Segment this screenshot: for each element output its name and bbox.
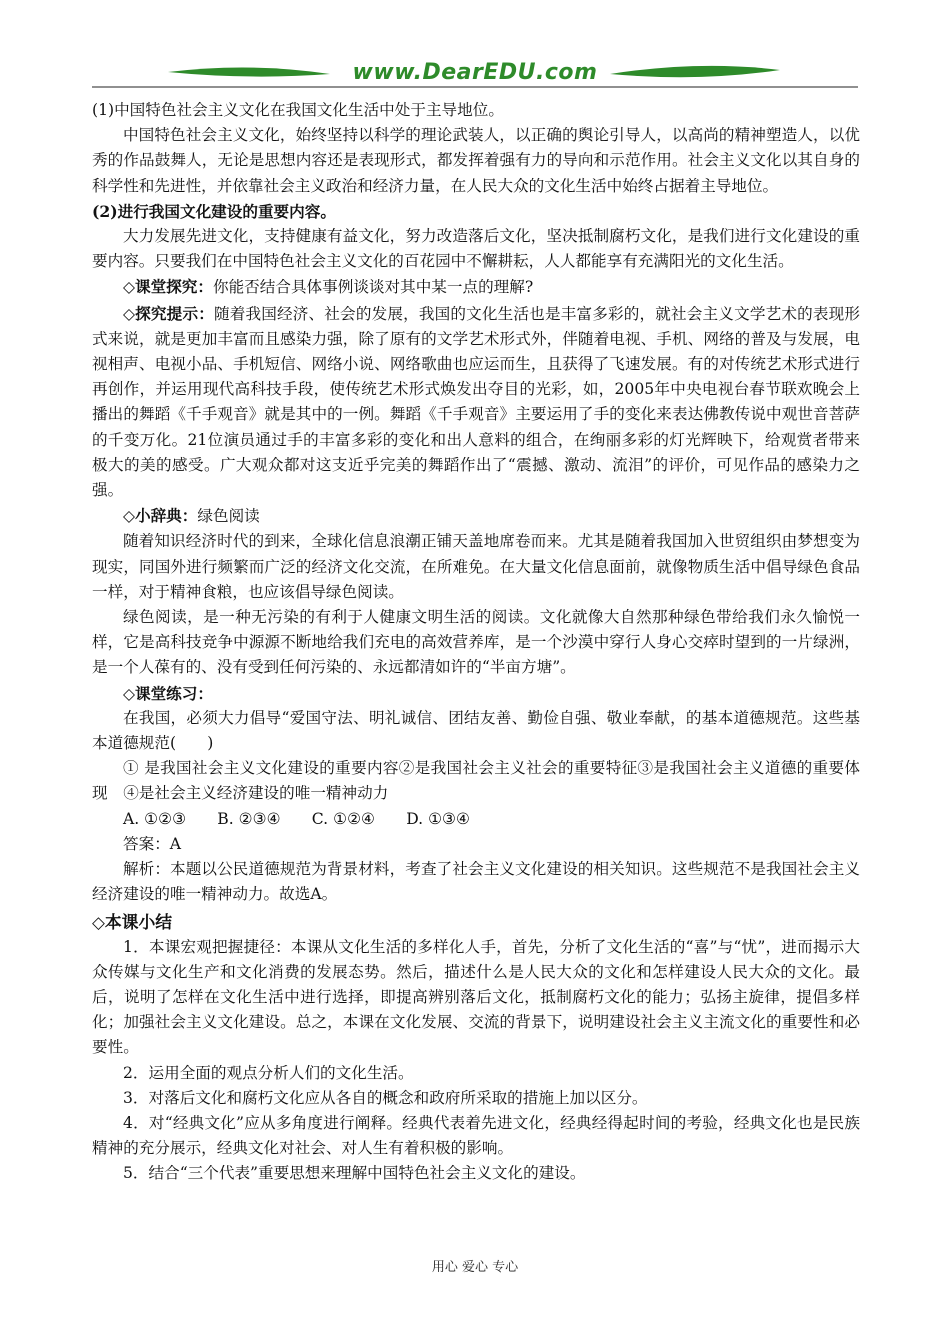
summary-item: 3．对落后文化和腐朽文化应从各自的概念和政府所采取的措施上加以区分。 <box>123 1088 648 1107</box>
section-2-heading: (2)进行我国文化建设的重要内容。 <box>92 201 336 221</box>
page-footer: 用心 爱心 专心 <box>431 1260 519 1275</box>
summary-item: 1．本课宏观把握捷径：本课从文化生活的多样化人手，首先，分析了文化生活的“喜”与“忧”，进而揭示大众传媒与文化生产和文化消费的发展态势。然后，描述什么是人民大众的文化和怎样建设人民大众的文化。最后，说明了怎样在文化生活中进行选择，即提高辨别落后文化，抵制腐朽文化的能力；弘扬主旋律，提倡多样化；加强社会主义文化建设。总之，本课在文化发展、交流的背景下，说明建设社会主义主流文化的重要性和必要性。 <box>92 937 860 1057</box>
answer: 答案：A <box>123 834 182 853</box>
page-header <box>0 0 950 100</box>
summary-heading: ◇本课小结 <box>92 911 173 932</box>
analysis: 解析：本题以公民道德规范为背景材料，考查了社会主义文化建设的相关知识。这些规范不是我国社会主义经济建设的唯一精神动力。故选A。 <box>92 860 860 904</box>
dictionary-term: 绿色阅读 <box>197 507 260 526</box>
classroom-explore <box>92 274 860 300</box>
explore-text: 你能否结合具体事例谈谈对其中某一点的理解? <box>212 278 534 297</box>
dictionary-heading <box>92 503 860 529</box>
question-options: A. ①②③ B. ②③④ C. ①②④ D. ①③④ <box>123 809 471 828</box>
document-body <box>92 98 860 1187</box>
paragraph: 随着知识经济时代的到来，全球化信息浪潮正铺天盖地席卷而来。尤其是随着我国加入世贸组织由梦想变为现实，同国外进行频繁而广泛的经济文化交流，在所难免。在大量文化信息面前，就像物质生活中倡导绿色食品一样，对于精神食粮，也应该倡导绿色阅读。 <box>92 532 860 601</box>
hint-label: ◇探究提示： <box>123 303 214 323</box>
question-items: ① 是我国社会主义文化建设的重要内容②是我国社会主义社会的重要特征③是我国社会主义道德的重要体现 ④是社会主义经济建设的唯一精神动力 <box>92 759 860 803</box>
paragraph: 绿色阅读，是一种无污染的有利于人健康文明生活的阅读。文化就像大自然那种绿色带给我们永久愉悦一样，它是高科技竞争中源源不断地给我们充电的高效营养库，是一个沙漠中穿行人身心交瘁时望到的一片绿洲，是一个人葆有的、没有受到任何污染的、永远都清如许的“半亩方塘”。 <box>92 608 860 677</box>
header-swoosh-graphic <box>0 0 950 100</box>
explore-hint <box>92 301 860 504</box>
summary-item: 5．结合“三个代表”重要思想来理解中国特色社会主义文化的建设。 <box>123 1164 586 1183</box>
summary-item: 2．运用全面的观点分析人们的文化生活。 <box>123 1063 414 1082</box>
site-logo[interactable]: www.DearEDU.com <box>352 60 598 85</box>
dictionary-label: ◇小辞典： <box>123 506 198 526</box>
paragraph: 中国特色社会主义文化，始终坚持以科学的理论武装人，以正确的舆论引导人，以高尚的精神塑造人，以优秀的作品鼓舞人，无论是思想内容还是表现形式，都发挥着强有力的导向和示范作用。社会主义文化以其自身的科学性和先进性，并依靠社会主义政治和经济力量，在人民大众的文化生活中始终占据着主导地位。 <box>92 126 860 195</box>
practice-heading: ◇课堂练习： <box>123 683 213 703</box>
question-stem: 在我国，必须大力倡导“爱国守法、明礼诚信、团结友善、勤俭自强、敬业奉献，的基本道德规范。这些基本道德规范( ) <box>92 708 860 753</box>
paragraph: 大力发展先进文化，支持健康有益文化，努力改造落后文化，坚决抵制腐朽文化，是我们进行文化建设的重要内容。只要我们在中国特色社会主义文化的百花园中不懈耕耘，人人都能享有充满阳光的文化生活。 <box>92 227 860 271</box>
summary-item: 4．对“经典文化”应从多角度进行阐释。经典代表着先进文化，经典经得起时间的考验，经典文化也是民族精神的充分展示，经典文化对社会、对人生有着积极的影响。 <box>92 1113 860 1158</box>
explore-label: ◇课堂探究： <box>123 277 213 297</box>
section-1-heading: (1)中国特色社会主义文化在我国文化生活中处于主导地位。 <box>92 101 504 119</box>
hint-text: 随着我国经济、社会的发展，我国的文化生活也是丰富多彩的，就社会主义文学艺术的表现形式来说，就是更加丰富而且感染力强，除了原有的文学艺术形式外，伴随着电视、手机、网络的普及与发展，电视相声、电视小品、手机短信、网络小说、网络歌曲也应运而生，且获得了飞速发展。有的对传统艺术形式进行再创作，并运用现代高科技手段，使传统艺术形式焕发出夺目的光彩，如，2005年中央电视台春节联欢晚会上播出的舞蹈《千手观音》就是其中的一例。舞蹈《千手观音》主要运用了手的变化来表达佛教传说中观世音菩萨的千变万化。21位演员通过手的丰富多彩的变化和出人意料的组合，在绚丽多彩的灯光辉映下，给观赏者带来极大的美的感受。广大观众都对这支近乎完美的舞蹈作出了“震撼、激动、流泪”的评价，可见作品的感染力之强。 <box>92 304 860 500</box>
